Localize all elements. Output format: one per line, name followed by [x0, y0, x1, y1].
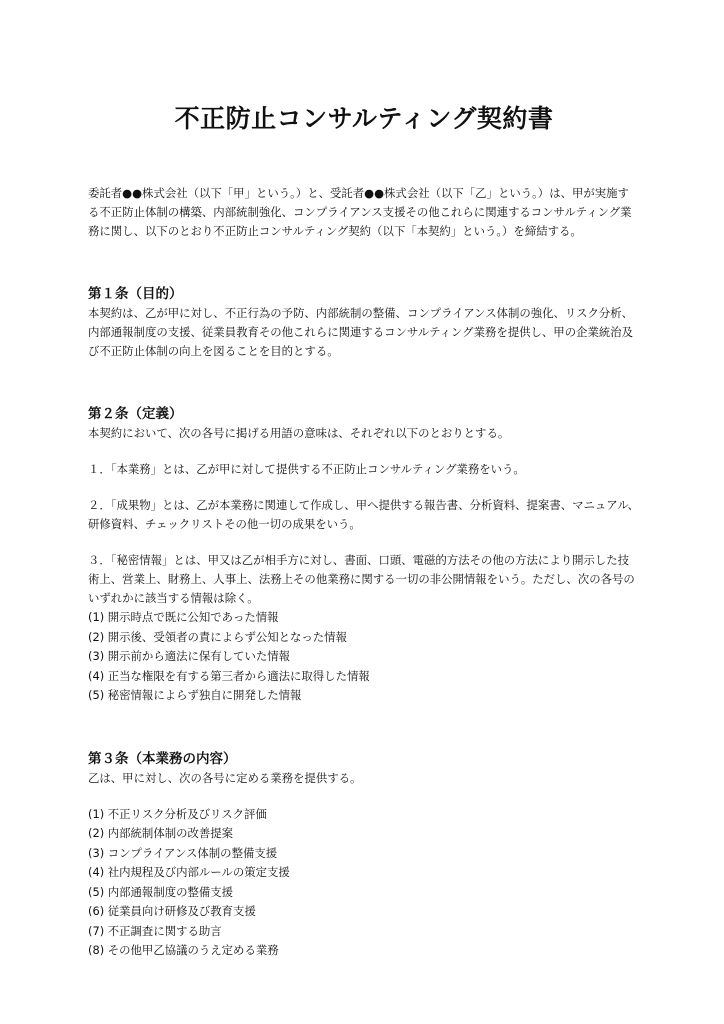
list-item: (2) 開示後、受領者の責によらず公知となった情報	[88, 629, 347, 644]
article-3-heading: 第３条（本業務の内容）	[88, 750, 237, 767]
article-1	[88, 284, 640, 361]
list-item: (8) その他甲乙協議のうえ定める業務	[88, 943, 279, 957]
list-item: (6) 従業員向け研修及び教育支援	[88, 904, 256, 918]
list-item: (4) 正当な権限を有する第三者から適法に取得した情報	[88, 668, 370, 683]
article-3-lead: 乙は、甲に対し、次の各号に定める業務を提供する。	[88, 770, 362, 785]
service-list	[88, 805, 640, 961]
list-item: (1) 開示時点で既に公知であった情報	[88, 610, 279, 624]
list-item: (3) 開示前から適法に保有していた情報	[88, 649, 291, 663]
list-item: (1) 不正リスク分析及びリスク評価	[88, 806, 267, 821]
definition-3: ３．「秘密情報」とは、甲又は乙が相手方に対し、書面、口頭、電磁的方法その他の方法により開示した技術上、営業上、財務上、人事上、法務上その他業務に関する一切の非公開情報をいう。ただし、次の各号のいずれかに該当する情報は除く。	[88, 553, 635, 605]
article-3	[88, 749, 640, 961]
list-item: (7) 不正調査に関する助言	[88, 923, 222, 938]
list-item: (3) コンプライアンス体制の整備支援	[88, 845, 278, 860]
exclusion-list	[88, 608, 640, 706]
definition-1: １．「本業務」とは、乙が甲に対して提供する不正防止コンサルティング業務をいう。	[88, 462, 525, 476]
document-title: 不正防止コンサルティング契約書	[174, 104, 554, 133]
list-item: (5) 内部通報制度の整備支援	[88, 884, 234, 899]
article-1-heading: 第１条（目的）	[88, 286, 183, 302]
list-item: (2) 内部統制体制の改善提案	[88, 826, 234, 840]
article-1-body: 本契約は、乙が甲に対し、不正行為の予防、内部統制の整備、コンプライアンス体制の強化、リスク分析、内部通報制度の支援、従業員教育その他これらに関連するコンサルティング業務を提供し、甲の企業統治及び不正防止体制の向上を図ることを目的とする。	[88, 306, 634, 358]
article-2	[88, 404, 640, 706]
list-item: (5) 秘密情報によらず独自に開発した情報	[88, 688, 302, 702]
article-2-heading: 第２条（定義）	[88, 406, 183, 422]
article-2-lead: 本契約において、次の各号に掲げる用語の意味は、それぞれ以下のとおりとする。	[88, 426, 510, 440]
definition-2: ２．「成果物」とは、乙が本業務に関連して作成し、甲へ提供する報告書、分析資料、提案書、マニュアル、研修資料、チェックリストその他一切の成果をいう。	[88, 498, 640, 531]
preamble: 委託者●●株式会社（以下「甲」という。）と、受託者●●株式会社（以下「乙」という。）は、甲が実施する不正防止体制の構築、内部統制強化、コンプライアンス支援その他これらに関連するコンサルティング業務に関し、以下のとおり不正防止コンサルティング契約（以下「本契約」という。）を締結する。	[88, 186, 632, 238]
list-item: (4) 社内規程及び内部ルールの策定支援	[88, 865, 290, 879]
